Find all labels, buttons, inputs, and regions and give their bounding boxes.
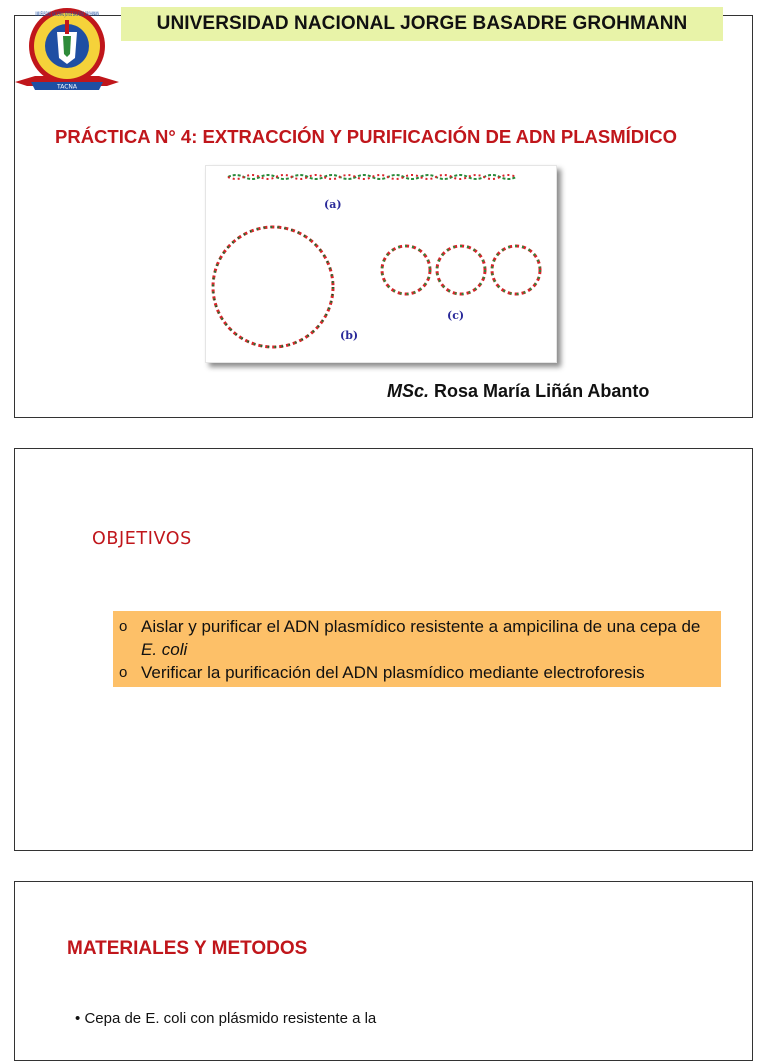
logo-banner-text: TACNA xyxy=(57,83,77,91)
objective-bullet: o xyxy=(119,618,128,635)
objective-text: Verificar la purificación del ADN plasmídico mediante electroforesis xyxy=(141,663,645,682)
author-name: Rosa María Liñán Abanto xyxy=(434,381,650,401)
objective-item xyxy=(119,661,715,684)
author-role: MSc. xyxy=(387,381,430,401)
objective-text: Aislar y purificar el ADN plasmídico resistente a ampicilina de una cepa de E. coli xyxy=(141,617,701,659)
logo-ring-text: UNIVERSIDAD NACIONAL JORGE BASADRE GROHMANN xyxy=(35,11,99,18)
university-logo xyxy=(11,2,123,97)
slide-materials xyxy=(14,881,753,1061)
objectives-heading: OBJETIVOS xyxy=(92,529,192,549)
practice-title: PRÁCTICA N° 4: EXTRACCIÓN Y PURIFICACIÓN DE ADN PLASMÍDICO xyxy=(55,126,678,147)
objective-bullet: o xyxy=(119,664,128,681)
linear-dna-strand-1 xyxy=(228,175,516,179)
objective-italic: E. coli xyxy=(141,640,188,659)
label-b: (b) xyxy=(340,329,359,342)
relaxed-plasmid-strand-2 xyxy=(213,227,333,347)
materials-text: Cepa de E. coli con plásmido resistente a la xyxy=(84,1010,377,1027)
objective-item xyxy=(119,615,715,661)
objectives-box xyxy=(113,611,721,687)
materials-heading: MATERIALES Y METODOS xyxy=(67,938,308,959)
slide-objectives xyxy=(14,448,753,851)
university-header: UNIVERSIDAD NACIONAL JORGE BASADRE GROHMANN xyxy=(121,7,723,41)
materials-item xyxy=(75,1010,376,1027)
plasmid-figure xyxy=(205,165,557,363)
author xyxy=(387,381,649,402)
label-c: (c) xyxy=(447,309,465,322)
label-a: (a) xyxy=(324,198,342,211)
slide-title xyxy=(14,11,753,418)
plasmid-diagram xyxy=(206,166,556,362)
supercoiled-plasmid xyxy=(382,246,540,294)
materials-bullet: • xyxy=(75,1010,81,1027)
